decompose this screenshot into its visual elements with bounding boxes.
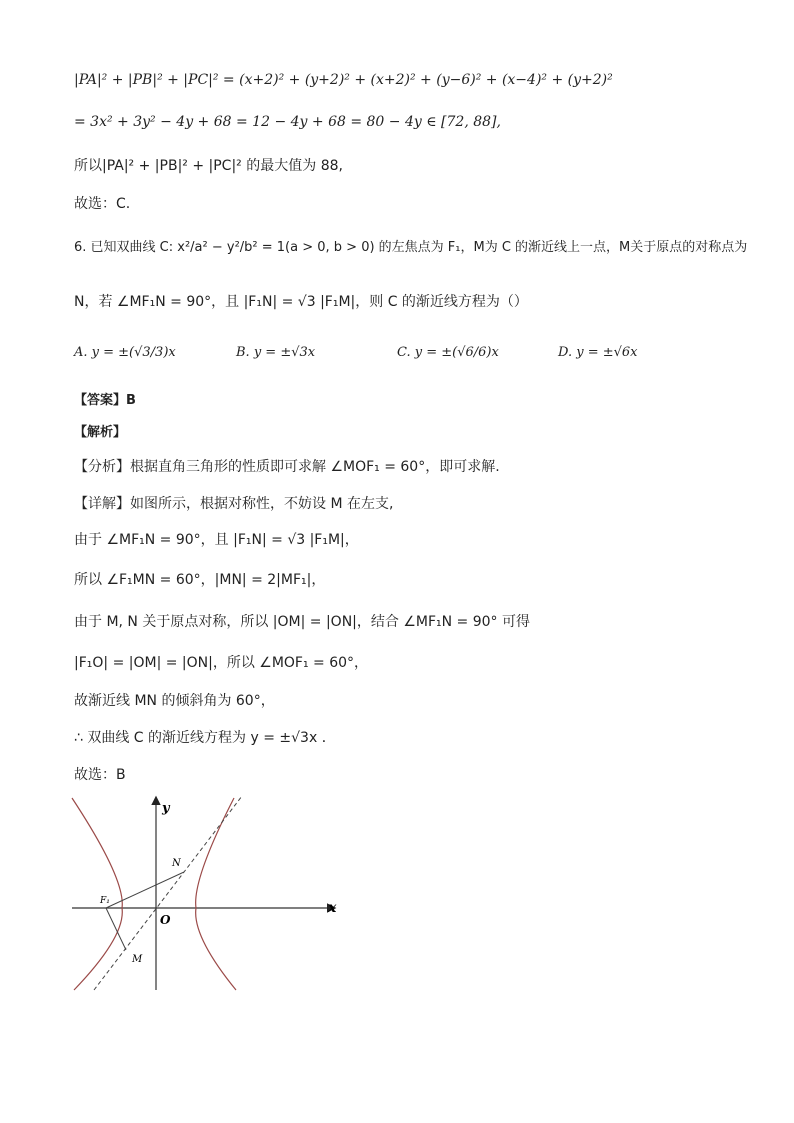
problem-6-stem: 6. 已知双曲线 C: x²/a² − y²/b² = 1(a > 0, b > 0) 的左焦点为 F₁，M为 C 的渐近线上一点，M关于原点的对称点为 xyxy=(74,240,748,255)
detail-step-4: |F₁O| = |OM| = |ON|，所以 ∠MOF₁ = 60°， xyxy=(74,655,369,671)
option-c: C. y = ±(√6/6)x xyxy=(397,345,499,360)
line-sum-squares: |PA|² + |PB|² + |PC|² = (x+2)² + (y+2)² + (x+2)² + (y−6)² + (x−4)² + (y+2)² xyxy=(74,72,613,88)
segment-f1-n xyxy=(106,872,184,908)
detail-choose-b: 故选：B xyxy=(74,767,126,783)
line-choose-c: 故选：C. xyxy=(74,196,131,212)
hyperbola-left-branch xyxy=(72,798,122,990)
analysis-heading: 【解析】 xyxy=(74,425,127,440)
option-d: D. y = ±√6x xyxy=(558,345,638,360)
segment-f1-m xyxy=(106,908,126,950)
line-simplify: = 3x² + 3y² − 4y + 68 = 12 − 4y + 68 = 80 − 4y ∈ [72, 88], xyxy=(74,114,501,130)
detail-step-6: ∴ 双曲线 C 的渐近线方程为 y = ±√3x ． xyxy=(74,730,336,746)
line-max-value: 所以|PA|² + |PB|² + |PC|² 的最大值为 88, xyxy=(74,158,343,174)
origin-label: O xyxy=(160,913,171,927)
option-a: A. y = ±(√3/3)x xyxy=(74,345,176,360)
analysis-brief: 【分析】根据直角三角形的性质即可求解 ∠MOF₁ = 60°，即可求解. xyxy=(74,459,500,475)
axis-label-x: x xyxy=(328,900,337,916)
detail-intro: 【详解】如图所示，根据对称性，不妨设 M 在左支, xyxy=(74,496,394,512)
hyperbola-right-branch xyxy=(196,798,236,990)
point-label-m: M xyxy=(132,954,143,965)
detail-step-5: 故渐近线 MN 的倾斜角为 60°， xyxy=(74,693,275,709)
detail-step-3: 由于 M, N 关于原点对称，所以 |OM| = |ON|，结合 ∠MF₁N = 90° 可得 xyxy=(74,614,531,630)
option-b: B. y = ±√3x xyxy=(236,345,316,360)
problem-6-condition: N，若 ∠MF₁N = 90°，且 |F₁N| = √3 |F₁M|，则 C 的渐近线方程为（） xyxy=(74,294,528,310)
hyperbola-figure xyxy=(66,790,346,1000)
axis-label-y: y xyxy=(162,801,170,816)
asymptote-line xyxy=(94,796,242,990)
detail-step-2: 所以 ∠F₁MN = 60°，|MN| = 2|MF₁|， xyxy=(74,572,326,588)
point-label-f1: F₁ xyxy=(100,896,110,906)
detail-step-1: 由于 ∠MF₁N = 90°，且 |F₁N| = √3 |F₁M|， xyxy=(74,532,359,548)
answer-label: 【答案】B xyxy=(74,393,136,408)
point-label-n: N xyxy=(172,858,181,869)
